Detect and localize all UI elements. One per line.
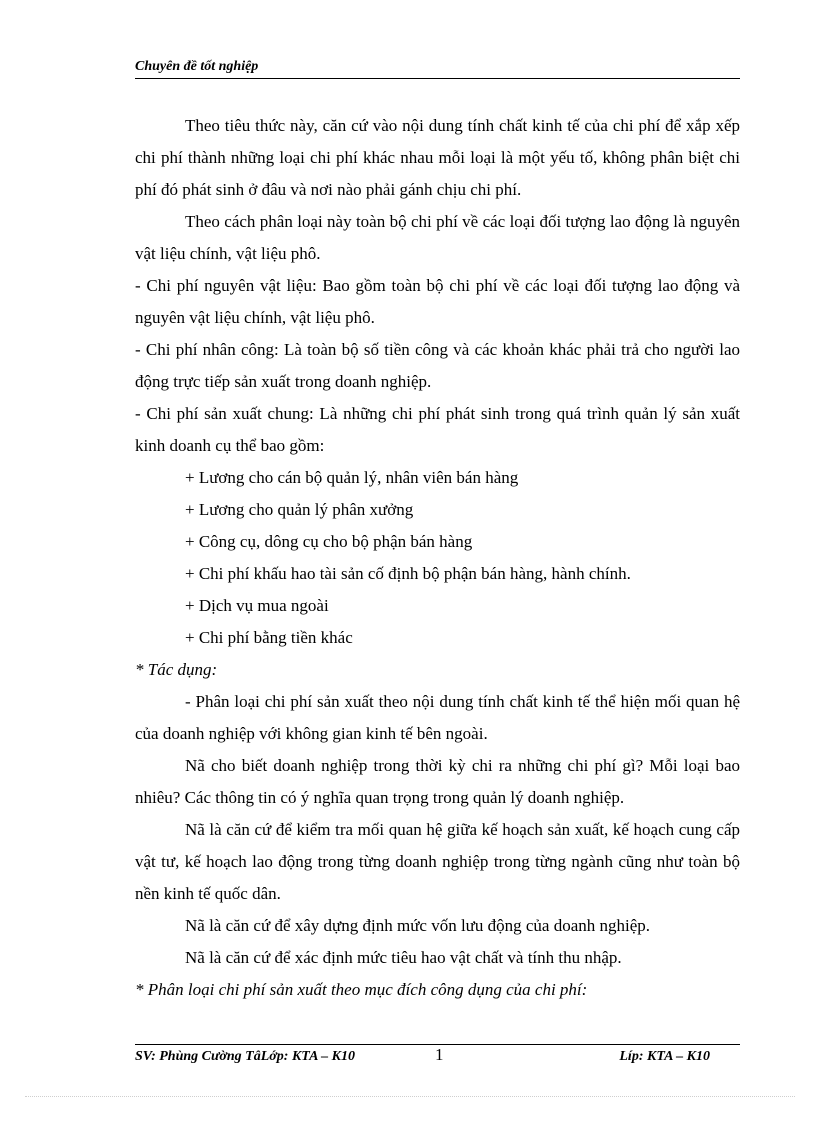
list-item: + Công cụ, dông cụ cho bộ phận bán hàng: [185, 532, 473, 551]
paragraph-nguyen-vat-lieu: - Chi phí nguyên vật liệu: Bao gồm toàn bộ chi phí về các loại đối tượng lao động và nguyên vật liệu chính, vật liệu phô.: [135, 276, 740, 327]
tac-dung-heading: * Tác dụng:: [135, 660, 218, 679]
footer-class: Líp: KTA – K10: [619, 1049, 710, 1064]
list-item: + Dịch vụ mua ngoài: [185, 596, 329, 615]
paragraph-nhan-cong: - Chi phí nhân công: Là toàn bộ số tiền công và các khoản khác phải trả cho người lao động trực tiếp sản xuất trong doanh nghiệp.: [135, 340, 740, 391]
paragraph-10: Nã là căn cứ để xác định mức tiêu hao vật chất và tính thu nhập.: [185, 948, 622, 967]
page-footer: [135, 1044, 740, 1075]
header-title: Chuyên đề tốt nghiệp: [135, 59, 259, 74]
page-header: [135, 56, 740, 79]
page-bottom-divider: [25, 1096, 795, 1097]
list-item: + Chi phí bằng tiền khác: [185, 628, 353, 647]
paragraph-san-xuat-chung: - Chi phí sản xuất chung: Là những chi phí phát sinh trong quá trình quản lý sản xuất kinh doanh cụ thể bao gồm:: [135, 404, 740, 455]
list-item: + Chi phí khấu hao tài sản cố định bộ phận bán hàng, hành chính.: [185, 564, 631, 583]
list-item: + Lương cho quản lý phân xưởng: [185, 500, 414, 519]
section-heading: * Phân loại chi phí sản xuất theo mục đích công dụng của chi phí:: [135, 980, 588, 999]
paragraph-7: Nã cho biết doanh nghiệp trong thời kỳ chi ra những chi phí gì? Mỗi loại bao nhiêu? Các thông tin có ý nghĩa quan trọng trong quản lý doanh nghiệp.: [135, 756, 740, 807]
page-number: 1: [435, 1045, 444, 1064]
paragraph-2: Theo cách phân loại này toàn bộ chi phí về các loại đối tượng lao động là nguyên vật liệu chính, vật liệu phô.: [135, 212, 740, 263]
list-item: + Lương cho cán bộ quản lý, nhân viên bán hàng: [185, 468, 519, 487]
paragraph-1: Theo tiêu thức này, căn cứ vào nội dung tính chất kinh tế của chi phí để xắp xếp chi phí thành những loại chi phí khác nhau mỗi loại là một yếu tố, không phân biệt chi phí đó phát sinh ở đâu và nơi nào phải gánh chịu chi phí.: [135, 116, 740, 199]
paragraph-8: Nã là căn cứ để kiểm tra mối quan hệ giữa kế hoạch sản xuất, kế hoạch cung cấp vật tư, kế hoạch lao động trong từng doanh nghiệp trong từng ngành cũng như toàn bộ nền kinh tế quốc dân.: [135, 820, 740, 903]
paragraph-9: Nã là căn cứ để xây dựng định mức vốn lưu động của doanh nghiệp.: [185, 916, 651, 935]
footer-student: SV: Phùng Cường TâLớp: KTA – K10: [135, 1049, 355, 1064]
document-body: [135, 110, 740, 1006]
paragraph-6: - Phân loại chi phí sản xuất theo nội dung tính chất kinh tế thể hiện mối quan hệ của doanh nghiệp với không gian kinh tế bên ngoài.: [135, 692, 740, 743]
